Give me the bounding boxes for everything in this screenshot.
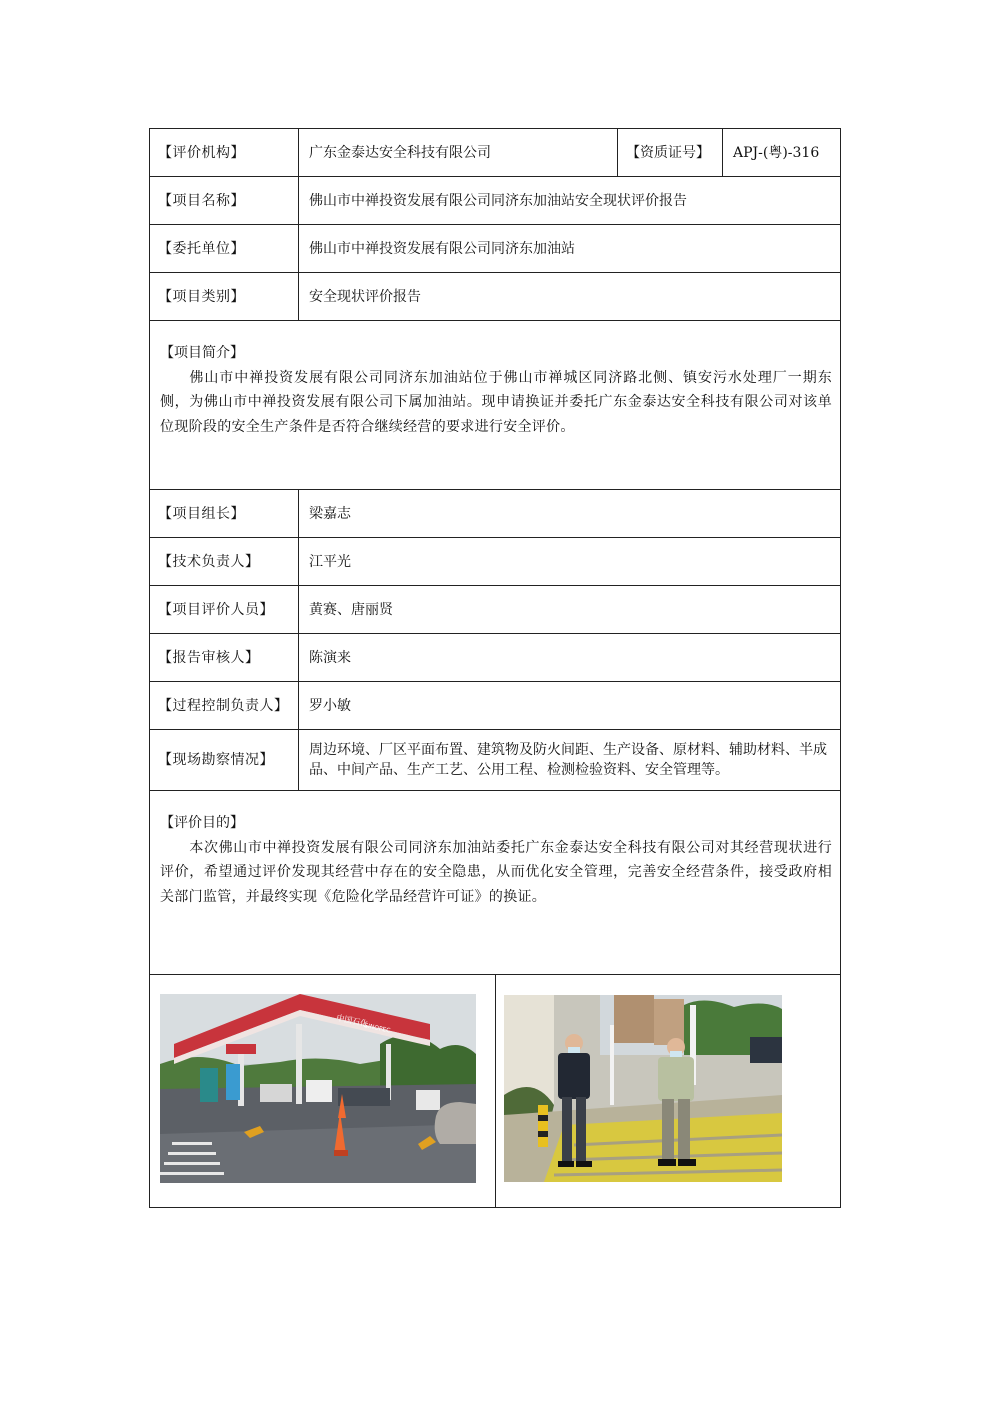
process-control-label: 【过程控制负责人】	[150, 682, 299, 729]
team-leader-row	[150, 490, 840, 538]
org-value: 广东金泰达安全科技有限公司	[299, 129, 618, 176]
purpose-text: 本次佛山市中禅投资发展有限公司同济东加油站委托广东金泰达安全科技有限公司对其经营现状进行评价，希望通过评价发现其经营中存在的安全隐患，从而优化安全管理，完善安全经营条件，接受政府相关部门监管，并最终实现《危险化学品经营许可证》的换证。	[160, 839, 832, 905]
cert-label: 【资质证号】	[618, 129, 723, 176]
intro-text: 佛山市中禅投资发展有限公司同济东加油站位于佛山市禅城区同济路北侧、镇安污水处理厂一期东侧，为佛山市中禅投资发展有限公司下属加油站。现申请换证并委托广东金泰达安全科技有限公司对该单位现阶段的安全生产条件是否符合继续经营的要求进行安全评价。	[160, 369, 832, 435]
category-label: 【项目类别】	[150, 273, 299, 320]
client-row	[150, 225, 840, 273]
purpose-row	[150, 791, 840, 975]
process-control-row	[150, 682, 840, 730]
reviewer-label: 【报告审核人】	[150, 634, 299, 681]
survey-row	[150, 730, 840, 791]
gas-station-photo-cell	[150, 975, 496, 1207]
intro-row	[150, 321, 840, 490]
staff-photo-cell	[496, 975, 840, 1207]
client-label: 【委托单位】	[150, 225, 299, 272]
tech-lead-label: 【技术负责人】	[150, 538, 299, 585]
tech-lead-value: 江平光	[309, 553, 351, 570]
org-label: 【评价机构】	[150, 129, 299, 176]
intro-label: 【项目简介】	[160, 345, 244, 361]
org-row	[150, 129, 840, 177]
reviewer-value: 陈演来	[309, 649, 351, 666]
category-row	[150, 273, 840, 321]
project-name-label: 【项目名称】	[150, 177, 299, 224]
sinopec-sign-en: SINOPEC	[363, 1022, 391, 1035]
survey-label: 【现场勘察情况】	[150, 730, 299, 790]
staff-photo	[504, 995, 782, 1182]
purpose-label: 【评价目的】	[160, 815, 244, 831]
reviewer-row	[150, 634, 840, 682]
process-control-value: 罗小敏	[309, 697, 351, 714]
intro-section	[150, 321, 840, 489]
evaluators-label: 【项目评价人员】	[150, 586, 299, 633]
cert-value: APJ-(粤)-316	[733, 144, 820, 161]
category-value: 安全现状评价报告	[309, 288, 421, 305]
client-value: 佛山市中禅投资发展有限公司同济东加油站	[309, 240, 575, 257]
project-name-row	[150, 177, 840, 225]
tech-lead-row	[150, 538, 840, 586]
team-leader-value: 梁嘉志	[309, 505, 351, 522]
project-name-value: 佛山市中禅投资发展有限公司同济东加油站安全现状评价报告	[309, 192, 687, 209]
evaluation-info-table	[149, 128, 841, 1208]
sinopec-sign: 中国石化	[335, 1013, 369, 1029]
gas-station-photo	[160, 994, 476, 1183]
team-leader-label: 【项目组长】	[150, 490, 299, 537]
survey-value: 周边环境、厂区平面布置、建筑物及防火间距、生产设备、原材料、辅助材料、半成品、中间产品、生产工艺、公用工程、检测检验资料、安全管理等。	[309, 742, 827, 778]
photos-row	[150, 975, 840, 1207]
purpose-section	[150, 791, 840, 974]
evaluators-row	[150, 586, 840, 634]
evaluators-value: 黄赛、唐丽贤	[309, 601, 393, 618]
